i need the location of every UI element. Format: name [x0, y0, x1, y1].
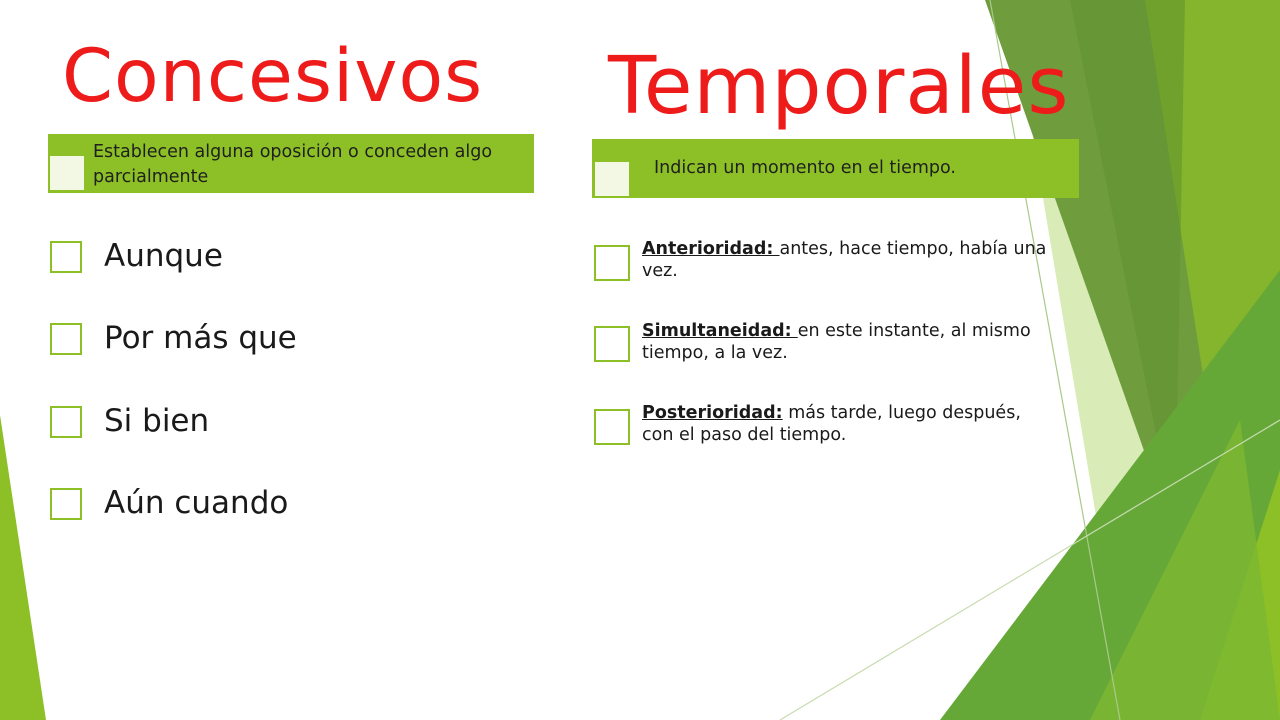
term-anterioridad: Anterioridad:: [642, 239, 780, 259]
temporales-banner: [592, 139, 1079, 198]
checkbox-icon: [50, 488, 82, 520]
checkbox-icon: [50, 406, 82, 438]
concesivos-title: Concesivos: [62, 34, 484, 119]
list-item-aunque: Aunque: [104, 238, 223, 274]
left-edge-shape: [0, 415, 46, 720]
text-posterioridad: más tarde, luego después, con el paso del tiempo.: [642, 403, 1021, 445]
list-item-si-bien: Si bien: [104, 403, 210, 439]
term-simultaneidad: Simultaneidad:: [642, 321, 798, 341]
term-posterioridad: Posterioridad:: [642, 403, 783, 423]
banner-bullet-box: [595, 162, 629, 196]
concesivos-banner-text: Establecen alguna oposición o conceden algo parcialmente: [93, 142, 493, 187]
temporales-banner-text: Indican un momento en el tiempo.: [654, 158, 956, 178]
checkbox-icon: [594, 409, 630, 445]
list-item-por-mas-que: Por más que: [104, 320, 297, 356]
definition-simultaneidad: [642, 320, 1062, 364]
list-item-aun-cuando: Aún cuando: [104, 485, 289, 521]
checkbox-icon: [50, 241, 82, 273]
definition-posterioridad: [642, 402, 1022, 446]
text-anterioridad: antes, hace tiempo, había una vez.: [642, 239, 1047, 281]
concesivos-banner: [48, 134, 534, 193]
checkbox-icon: [50, 323, 82, 355]
definition-anterioridad: [642, 238, 1062, 282]
text-simultaneidad: en este instante, al mismo tiempo, a la vez.: [642, 321, 1031, 363]
checkbox-icon: [594, 326, 630, 362]
checkbox-icon: [594, 245, 630, 281]
banner-bullet-box: [50, 156, 84, 190]
temporales-title: Temporales: [608, 40, 1070, 132]
